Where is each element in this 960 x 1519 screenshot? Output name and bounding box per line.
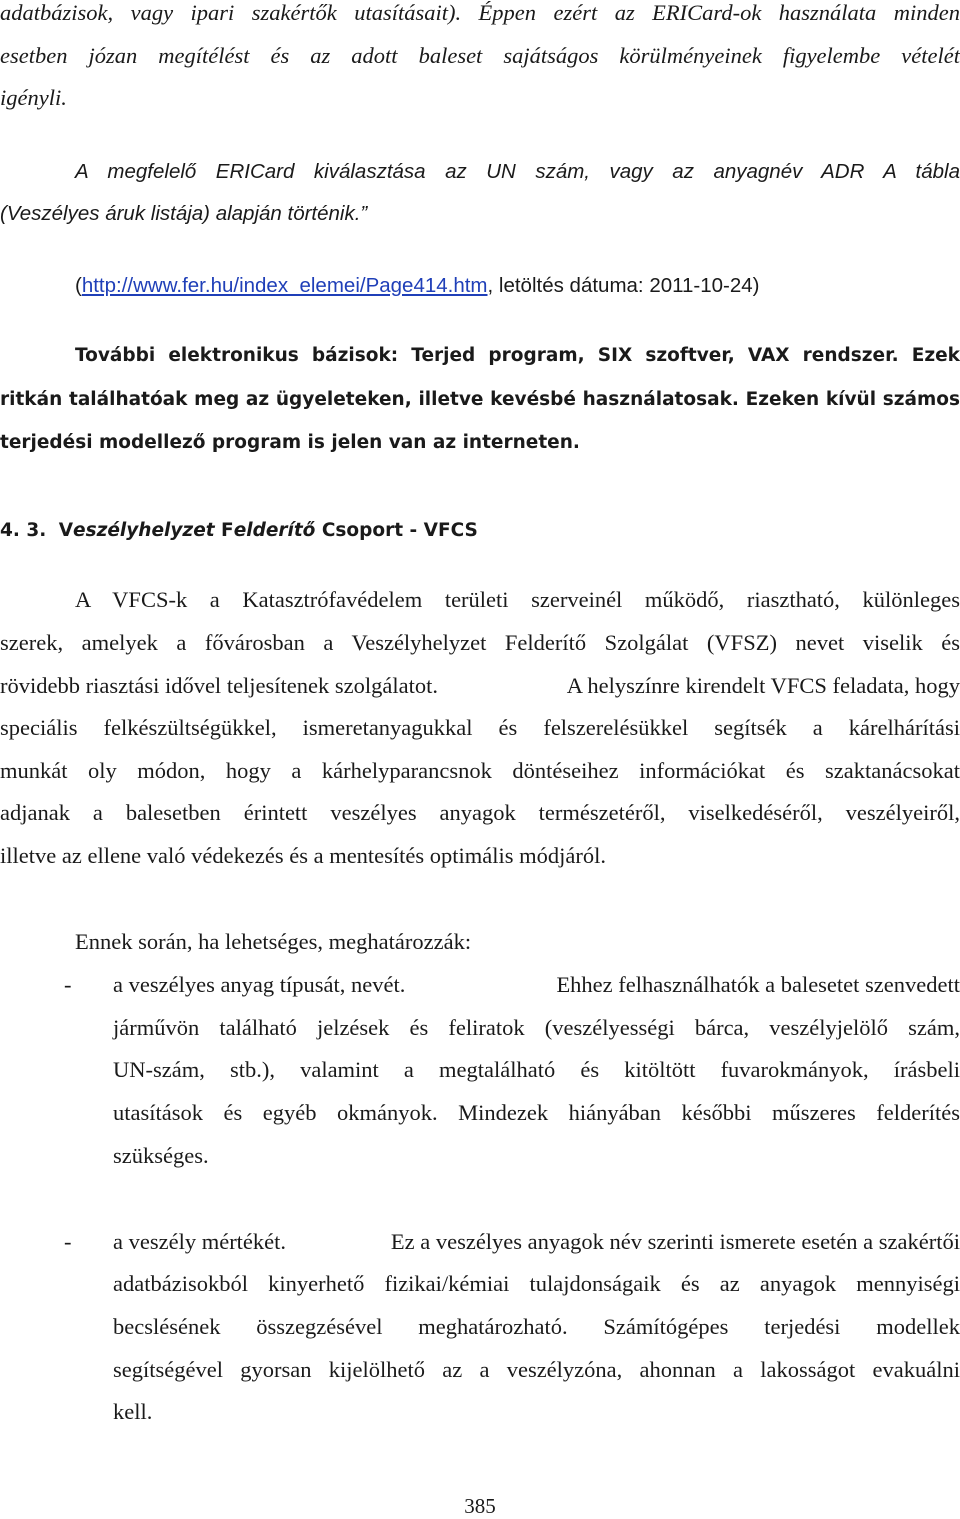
source-paren: ( — [75, 274, 82, 297]
bullet-line: UN-szám, stb.), valamint a megtalálható és kitöltött fuvarokmányok, írásbeli — [113, 1057, 960, 1082]
section-title-italic: eszélyhelyzet — [73, 520, 215, 541]
section-heading — [0, 515, 478, 547]
bold-para-line: ritkán találhatóak meg az ügyeleteken, illetve kevésbé használatosak. Ezeken kívül számos — [0, 389, 960, 410]
bullet-line — [113, 1226, 960, 1258]
intro-line: adatbázisok, vagy ipari szakértők utasításait). Éppen ezért az ERICard-ok használata minden — [0, 0, 960, 25]
bullet-lead: a veszély mértékét. — [113, 1229, 287, 1254]
bullet-lead: a veszélyes anyag típusát, nevét. — [113, 972, 406, 997]
determine-intro: Ennek során, ha lehetséges, meghatározzák: — [75, 929, 472, 954]
quote-line: A megfelelő ERICard kiválasztása az UN szám, vagy az anyagnév ADR A tábla — [75, 160, 960, 183]
section-title-italic: elderítő — [233, 520, 316, 541]
bullet-line: szükséges. — [113, 1143, 209, 1168]
vfcs-line: illetve az ellene való védekezés és a mentesítés optimális módjáról. — [0, 843, 607, 868]
section-number: 4. 3. — [0, 520, 47, 541]
bullet-line: segítségével gyorsan kijelölhető az a veszélyzóna, ahonnan a lakosságot evakuálni — [113, 1357, 960, 1382]
bullet-line1-rest: Ez a veszélyes anyagok név szerinti ismerete esetén a szakértői — [390, 1229, 960, 1254]
intro-line: igényli. — [0, 85, 67, 110]
vfcs-line: szerek, amelyek a fővárosban a Veszélyhelyzet Felderítő Szolgálat (VFSZ) nevet viselik és — [0, 630, 960, 655]
section-title-f: F — [221, 520, 234, 541]
quote-line: (Veszélyes áruk listája) alapján történik.” — [0, 202, 368, 225]
vfcs-line3-a: rövidebb riasztási idővel teljesítenek szolgálatot. — [0, 673, 438, 698]
vfcs-line: adjanak a balesetben érintett veszélyes anyagok természetéről, viselkedéséről, veszélyeiről, — [0, 800, 960, 825]
section-title-v: V — [58, 520, 74, 541]
vfcs-line: speciális felkészültségükkel, ismeretanyagukkal és felszerelésükkel segítsék a kárelhárítási — [0, 715, 960, 740]
vfcs-line — [0, 670, 960, 702]
vfcs-line: A VFCS-k a Katasztrófavédelem területi szerveinél működő, riasztható, különleges — [75, 587, 960, 612]
bullet-line — [113, 969, 960, 1001]
source-suffix: , letöltés dátuma: 2011-10-24) — [487, 274, 760, 297]
section-title-rest: Csoport - VFCS — [321, 520, 478, 541]
source-citation — [75, 270, 760, 302]
bullet-line: járművön található jelzések és feliratok (veszélyességi bárca, veszélyjelölő szám, — [113, 1015, 960, 1040]
bold-para-line: További elektronikus bázisok: Terjed program, SIX szoftver, VAX rendszer. Ezek — [75, 345, 960, 366]
bullet-line: adatbázisokból kinyerhető fizikai/kémiai tulajdonságaik és az anyagok mennyiségi — [113, 1271, 960, 1296]
vfcs-line3-b: A helyszínre kirendelt VFCS feladata, hogy — [566, 673, 960, 698]
source-link[interactable]: http://www.fer.hu/index_elemei/Page414.htm — [81, 274, 488, 297]
bullet-line: kell. — [113, 1399, 153, 1424]
bullet-dash: - — [64, 1229, 72, 1254]
bullet-dash: - — [64, 972, 72, 997]
page-number: 385 — [464, 1494, 496, 1518]
bullet-line1-rest: Ehhez felhasználhatók a balesetet szenvedett — [556, 972, 960, 997]
bullet-line: utasítások és egyéb okmányok. Mindezek hiányában későbbi műszeres felderítés — [113, 1100, 960, 1125]
vfcs-line: munkát oly módon, hogy a kárhelyparancsnok döntéseihez információkat és szaktanácsokat — [0, 758, 960, 783]
bold-para-line: terjedési modellező program is jelen van az interneten. — [0, 432, 580, 453]
bullet-line: becslésének összegzésével meghatározható. Számítógépes terjedési modellek — [113, 1314, 960, 1339]
intro-line: esetben józan megítélést és az adott baleset sajátságos körülményeinek figyelembe vételét — [0, 43, 960, 68]
